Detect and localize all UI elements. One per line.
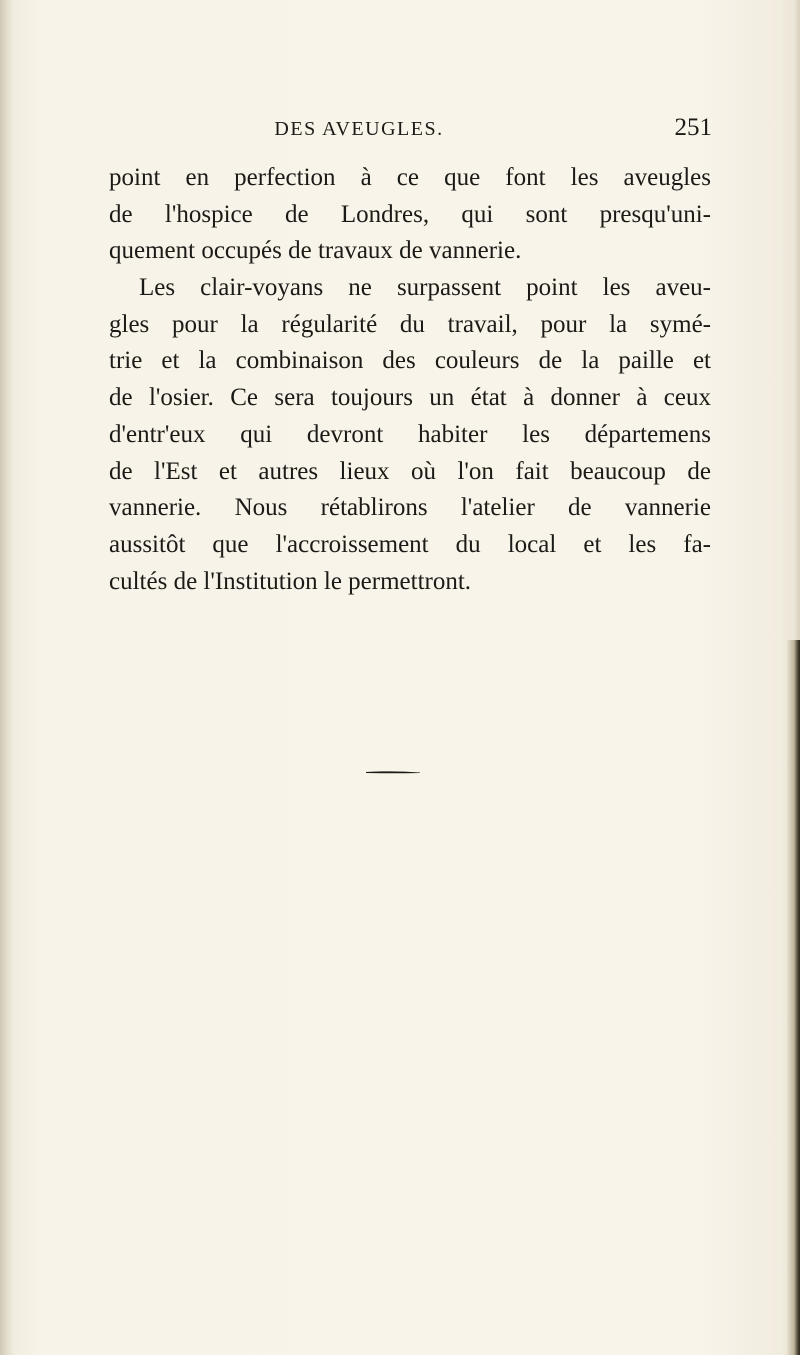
- text-line: de l'Est et autres lieux où l'on fait beaucoup de: [109, 457, 711, 485]
- end-rule-line: [366, 771, 420, 773]
- text-line: de l'osier. Ce sera toujours un état à donner à ceux: [109, 384, 711, 412]
- binding-gutter: [0, 0, 14, 1355]
- page-edge-shadow: [786, 640, 800, 1355]
- page-edge: [794, 0, 800, 640]
- text-line: Les clair-voyans ne surpassent point les aveu-: [139, 274, 711, 302]
- end-rule-ornament: [366, 770, 420, 774]
- text-line: trie et la combinaison des couleurs de la paille et: [109, 347, 711, 375]
- running-head-title: DES AVEUGLES.: [274, 118, 444, 140]
- text-line: cultés de l'Institution le permettront.: [109, 567, 472, 595]
- text-line: quement occupés de travaux de vannerie.: [109, 237, 522, 265]
- text-line: vannerie. Nous rétablirons l'atelier de vannerie: [109, 494, 711, 522]
- text-line: d'entr'eux qui devront habiter les départemens: [109, 420, 711, 448]
- running-head: [124, 114, 716, 142]
- page-number: 251: [674, 114, 712, 141]
- text-line: point en perfection à ce que font les aveugles: [109, 164, 711, 191]
- text-line: aussitôt que l'accroissement du local et les fa-: [109, 530, 711, 558]
- body-text: [109, 160, 711, 600]
- text-line: gles pour la régularité du travail, pour la symé-: [109, 310, 711, 338]
- text-line: de l'hospice de Londres, qui sont presqu'uni-: [109, 200, 711, 228]
